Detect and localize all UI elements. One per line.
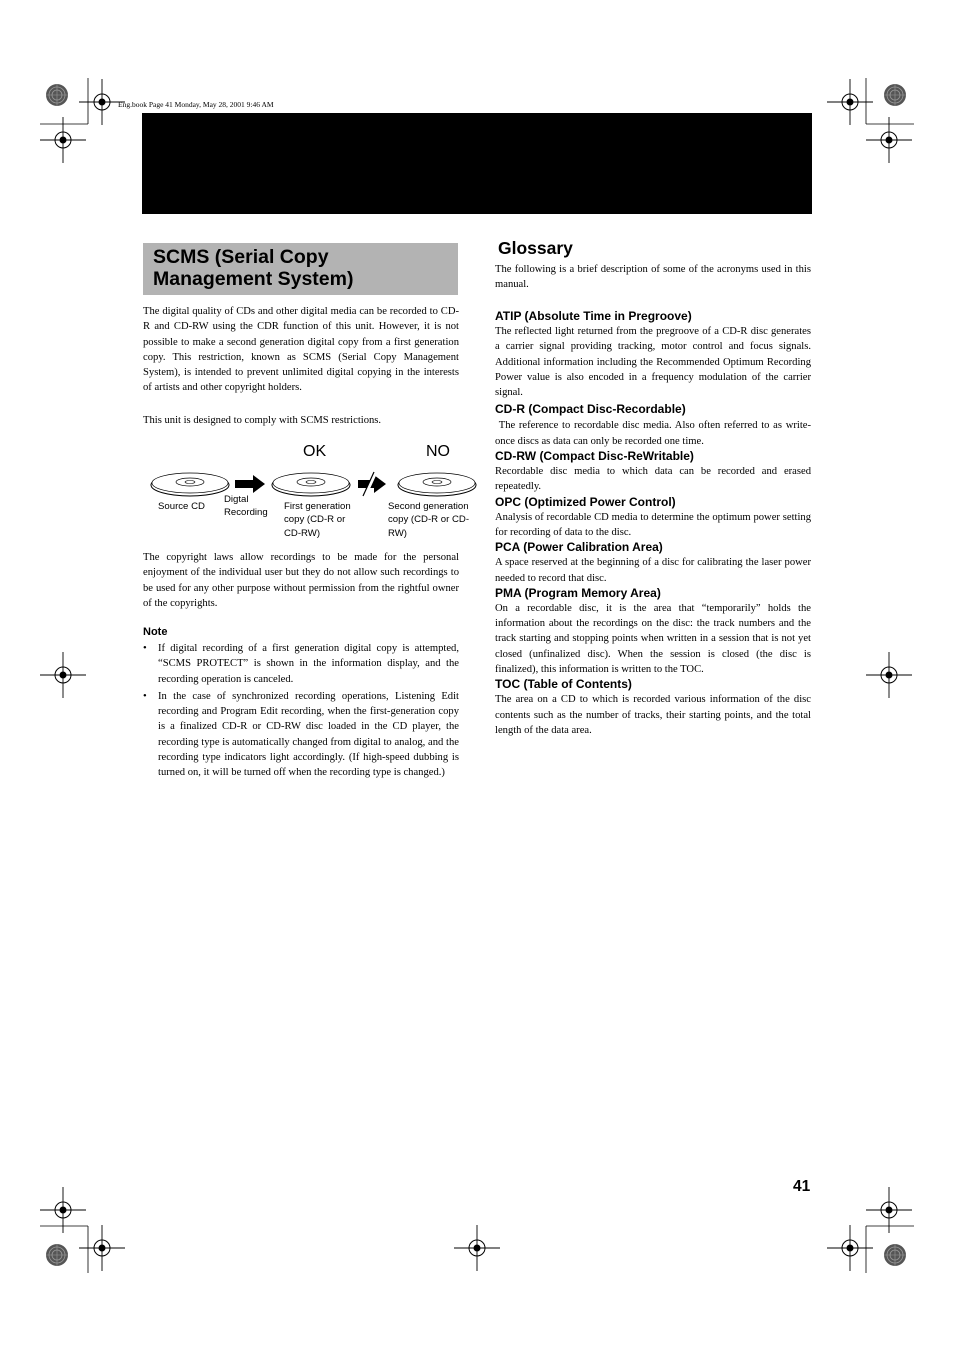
glossary-term: PMA (Program Memory Area) <box>495 585 661 600</box>
glossary-definition: A space reserved at the beginning of a disc for calibrating the laser power needed to record that disc. <box>495 557 811 584</box>
glossary-entry <box>495 309 811 400</box>
second-generation-label-line-2: copy (CD-R or CD- <box>388 514 470 526</box>
glossary-definition: Recordable disc media to which data can be recorded and erased repeatedly. <box>495 466 811 493</box>
note-item <box>143 689 459 781</box>
second-generation-disc-icon <box>398 473 476 496</box>
scms-comply: This unit is designed to comply with SCMS restrictions. <box>143 415 382 426</box>
glossary-term: ATIP (Absolute Time in Pregroove) <box>495 309 692 323</box>
blocked-arrow-icon <box>358 472 386 496</box>
bullet-marker: • <box>143 690 147 702</box>
note-list <box>143 641 459 781</box>
bullet-marker: • <box>143 643 147 654</box>
note-text: In the case of synchronized recording operations, Listening Edit recording and Program Edit recording, when the first-generation copy is a finalized CD-R or CD-RW disc loaded in the CD player, the recording type is automatically changed from digital to analog, and the recording type indicators light accordingly. (If high-speed dubbing is turned on, it will be turned off when the recording type is changed.) <box>158 690 459 779</box>
page-number: 41 <box>793 1178 811 1195</box>
glossary-term: TOC (Table of Contents) <box>495 677 632 692</box>
glossary-intro: The following is a brief description of some of the acronyms used in this manual. <box>495 264 811 291</box>
source-cd-label: Source CD <box>158 501 205 512</box>
scms-title-line-1: SCMS (Serial Copy <box>153 246 329 268</box>
glossary-entry <box>495 495 811 541</box>
glossary-term: OPC (Optimized Power Control) <box>495 494 676 509</box>
glossary-entry <box>495 402 811 449</box>
arrow-right-icon <box>235 475 265 493</box>
digital-recording-label-line-1: Digtal <box>224 494 249 505</box>
disc-graphics <box>143 465 483 500</box>
scms-title-line-2: Management System) <box>153 268 354 290</box>
note-item <box>143 641 459 687</box>
glossary-definition: The area on a CD to which is recorded various information of the disc contents such as the number of tracks, their starting points, and the total length of the data area. <box>495 694 811 736</box>
glossary-entry <box>495 677 811 738</box>
glossary-entry <box>495 540 811 586</box>
source-disc-icon <box>151 473 229 496</box>
glossary-definition: The reference to recordable disc media. Also often referred to as write-once discs as data can only be recorded one time. <box>495 420 811 447</box>
scms-title <box>153 246 453 290</box>
glossary-entry <box>495 586 811 677</box>
glossary-entry <box>495 449 811 495</box>
first-generation-label <box>284 500 351 540</box>
second-generation-label <box>388 500 469 540</box>
print-header-line: Eng.book Page 41 Monday, May 28, 2001 9:46 AM <box>118 100 274 109</box>
glossary-definition: Analysis of recordable CD media to determine the optimum power setting for recording of data to the disc. <box>495 511 811 538</box>
second-generation-label-line-1: Second generation <box>388 501 469 512</box>
scms-copyright: The copyright laws allow recordings to be made for the personal enjoyment of the individual user but they do not allow such recordings to be used for any other purpose without permission from the rightful owner of the copyrights. <box>143 552 459 609</box>
ok-label: OK <box>303 443 327 460</box>
no-label: NO <box>426 443 450 460</box>
glossary-term: CD-RW (Compact Disc-ReWritable) <box>495 449 694 464</box>
scms-intro: The digital quality of CDs and other digital media can be recorded to CD-R and CD-RW using the CDR function of this unit. However, it is not possible to make a second generation digital copy from a first generation copy. This restriction, known as SCMS (Serial Copy Management System), is intended to prevent unlimited digital copying in the interests of artists and other copyright holders. <box>143 306 459 394</box>
first-generation-label-line-2: copy (CD-R or <box>284 514 346 526</box>
note-text: If digital recording of a first generation digital copy is attempted, “SCMS PROTECT” is shown in the information display, and the recording operation is canceled. <box>158 643 459 685</box>
glossary-term: PCA (Power Calibration Area) <box>495 540 663 555</box>
first-generation-disc-icon <box>272 473 350 496</box>
header-band <box>142 113 812 214</box>
glossary-title: Glossary <box>498 238 573 258</box>
note-heading: Note <box>143 626 168 638</box>
digital-recording-label-line-2: Recording <box>224 507 268 519</box>
scms-diagram <box>143 440 483 545</box>
glossary-entries <box>495 309 811 738</box>
glossary-definition: The reflected light returned from the pregroove of a CD-R disc generates a carrier signal providing tracking, motor control and focus signals. Additional information including the Recommended Optimum Recording Power value is also encoded in a frequency modulation of the carrier signal. <box>495 326 811 399</box>
glossary-definition: On a recordable disc, it is the area that “temporarily” holds the information about the recordings on the disc: the track numbers and the track starting and stopping points when written in a session that is not yet closed (unfinalized disc). When the session is closed (the disc is finalized), this information is written to the TOC. <box>495 602 811 676</box>
first-generation-label-line-1: First generation <box>284 501 351 512</box>
second-generation-label-line-3: RW) <box>388 527 408 539</box>
glossary-term: CD-R (Compact Disc-Recordable) <box>495 402 686 417</box>
digital-recording-label <box>224 493 268 520</box>
first-generation-label-line-3: CD-RW) <box>284 527 321 539</box>
